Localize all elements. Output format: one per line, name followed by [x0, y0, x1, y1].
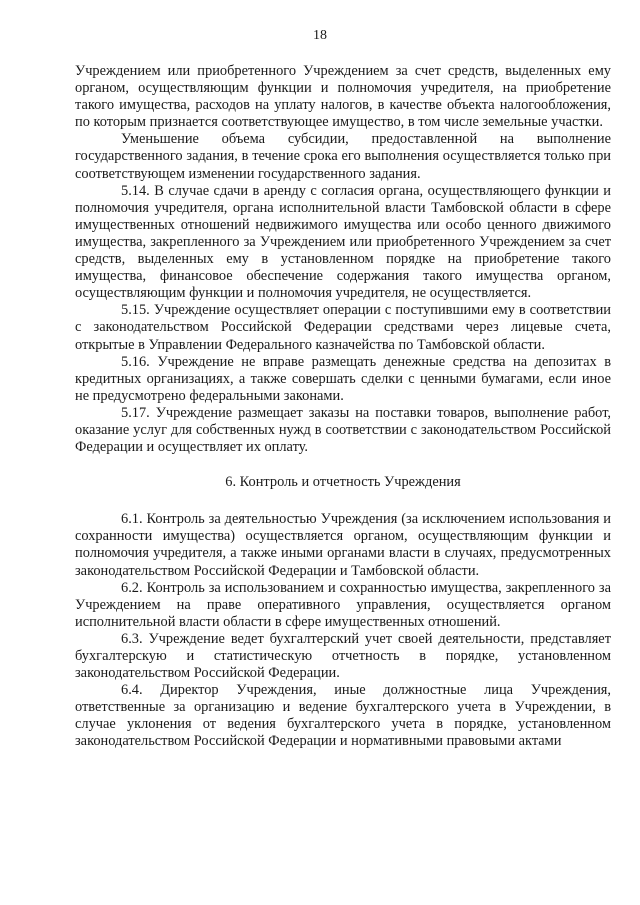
paragraph-continuation: Учреждением или приобретенного Учреждением за счет средств, выделенных ему органом, осуществляющим функции и полномочия учредителя, на приобретение такого имущества, расходов на уплату налогов, в качестве объекта налогообложения, по которым признается соответствующее имущество, в том числе земельные участки. — [75, 63, 611, 131]
paragraph-6-4: 6.4. Директор Учреждения, иные должностные лица Учреждения, ответственные за организацию и ведение бухгалтерского учета в Учреждении, в случае уклонения от ведения бухгалтерского учета в порядке, установленном законодательством Российской Федерации и нормативными правовыми актами — [75, 682, 611, 750]
document-body — [75, 63, 611, 751]
paragraph-5-15: 5.15. Учреждение осуществляет операции с поступившими ему в соответствии с законодательством Российской Федерации средствами через лицевые счета, открытые в Управлении Федерального казначейства по Тамбовской области. — [75, 302, 611, 353]
paragraph-subsidy-reduction: Уменьшение объема субсидии, предоставленной на выполнение государственного задания, в течение срока его выполнения осуществляется только при соответствующем изменении государственного задания. — [75, 131, 611, 182]
paragraph-5-16: 5.16. Учреждение не вправе размещать денежные средства на депозитах в кредитных организациях, а также совершать сделки с ценными бумагами, если иное не предусмотрено федеральными законами. — [75, 353, 611, 404]
section-heading: 6. Контроль и отчетность Учреждения — [225, 474, 461, 491]
paragraph-6-1: 6.1. Контроль за деятельностью Учреждения (за исключением использования и сохранности имущества) осуществляется органом, осуществляющим функции и полномочия учредителя, а также иными органами власти в случаях, предусмотренных законодательством Российской Федерации и Тамбовской области. — [75, 511, 611, 579]
paragraph-6-3: 6.3. Учреждение ведет бухгалтерский учет своей деятельности, представляет бухгалтерскую и статистическую отчетность в порядке, установленном законодательством Российской Федерации. — [75, 630, 611, 682]
page-number: 18 — [313, 28, 327, 43]
paragraph-6-2: 6.2. Контроль за использованием и сохранностью имущества, закрепленного за Учреждением на праве оперативного управления, осуществляется органом исполнительной власти области в сфере имущественных отношений. — [75, 579, 611, 630]
paragraph-5-17: 5.17. Учреждение размещает заказы на поставки товаров, выполнение работ, оказание услуг для собственных нужд в соответствии с законодательством Российской Федерации и осуществляет их оплату. — [75, 404, 611, 456]
paragraph-5-14: 5.14. В случае сдачи в аренду с согласия органа, осуществляющего функции и полномочия учредителя, органа исполнительной власти Тамбовской области в сфере имущественных отношений недвижимого имущества или особо ценного движимого имущества, закрепленного за Учреждением или приобретенного Учреждением за счет средств, выделенных ему в установленном порядке на приобретение такого имущества, финансовое обеспечение содержания такого имущества органом, осуществляющим функции и полномочия учредителя, не осуществляется. — [75, 182, 611, 302]
